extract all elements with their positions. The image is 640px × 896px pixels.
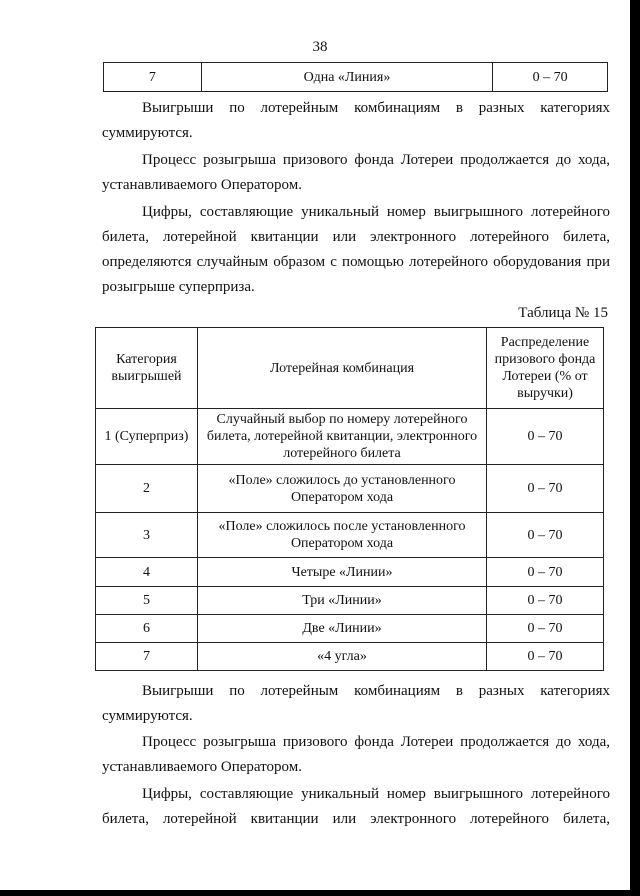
paragraph-ticket-number-2: [102, 782, 610, 832]
distribution-cell: 0 – 70: [487, 465, 604, 513]
combination-cell: Две «Линии»: [197, 615, 486, 643]
combination-cell: «Поле» сложилось до установленного Оператором хода: [197, 465, 486, 513]
column-header-combination: Лотерейная комбинация: [197, 328, 486, 409]
distribution-cell: 0 – 70: [487, 643, 604, 671]
text-line: Процесс розыгрыша призового фонда Лотереи продолжается до хода,: [142, 152, 610, 168]
category-cell: 5: [96, 587, 198, 615]
category-cell: 7: [104, 63, 202, 92]
text-line: суммируются.: [102, 125, 193, 141]
table-row: [104, 63, 608, 92]
paragraph-winnings-sum-2: [102, 679, 610, 729]
column-header-distribution: Распределение призового фонда Лотереи (% от выручки): [487, 328, 604, 409]
paragraph-draw-process: [102, 148, 610, 198]
text-line: Цифры, составляющие уникальный номер выигрышного лотерейного: [142, 204, 610, 220]
table-row: [96, 558, 604, 587]
distribution-cell: 0 – 70: [487, 587, 604, 615]
distribution-cell: 0 – 70: [487, 615, 604, 643]
combination-cell: Четыре «Линии»: [197, 558, 486, 587]
table-caption: Таблица № 15: [518, 305, 608, 321]
table-row: [96, 587, 604, 615]
distribution-cell: 0 – 70: [493, 63, 608, 92]
combination-cell: Три «Линии»: [197, 587, 486, 615]
scan-edge-right: [630, 0, 640, 896]
prize-distribution-table: [95, 327, 604, 671]
table-row: [96, 465, 604, 513]
text-line: Цифры, составляющие уникальный номер выигрышного лотерейного: [142, 786, 610, 802]
continued-table: [103, 62, 608, 92]
table-header-row: [96, 328, 604, 409]
distribution-cell: 0 – 70: [487, 558, 604, 587]
column-header-category: Категория выигрышей: [96, 328, 198, 409]
combination-cell: «Поле» сложилось после установленного Оператором хода: [197, 513, 486, 558]
table-row: [96, 409, 604, 465]
category-cell: 3: [96, 513, 198, 558]
table-row: [96, 513, 604, 558]
paragraph-draw-process-2: [102, 730, 610, 780]
paragraph-ticket-number: [102, 200, 610, 300]
distribution-cell: 0 – 70: [487, 513, 604, 558]
text-line: билета, лотерейной квитанции или электронного лотерейного билета,: [102, 811, 610, 827]
table-row: [96, 643, 604, 671]
text-line: устанавливаемого Оператором.: [102, 177, 302, 193]
combination-cell: «4 угла»: [197, 643, 486, 671]
paragraph-winnings-sum: [102, 96, 610, 146]
category-cell: 1 (Суперприз): [96, 409, 198, 465]
text-line: розыгрыше суперприза.: [102, 279, 255, 295]
table-row: [96, 615, 604, 643]
text-line: определяются случайным образом с помощью лотерейного оборудования при: [102, 254, 610, 270]
category-cell: 2: [96, 465, 198, 513]
text-line: билета, лотерейной квитанции или электронного лотерейного билета,: [102, 229, 610, 245]
category-cell: 6: [96, 615, 198, 643]
combination-cell: Одна «Линия»: [201, 63, 492, 92]
category-cell: 7: [96, 643, 198, 671]
text-line: Выигрыши по лотерейным комбинациям в разных категориях: [142, 683, 610, 699]
text-line: суммируются.: [102, 708, 193, 724]
distribution-cell: 0 – 70: [487, 409, 604, 465]
text-line: Процесс розыгрыша призового фонда Лотереи продолжается до хода,: [142, 734, 610, 750]
text-line: Выигрыши по лотерейным комбинациям в разных категориях: [142, 100, 610, 116]
text-line: устанавливаемого Оператором.: [102, 759, 302, 775]
scan-edge-bottom: [0, 890, 640, 896]
page-number: 38: [312, 39, 328, 55]
category-cell: 4: [96, 558, 198, 587]
combination-cell: Случайный выбор по номеру лотерейного билета, лотерейной квитанции, электронного лотерейного билета: [197, 409, 486, 465]
